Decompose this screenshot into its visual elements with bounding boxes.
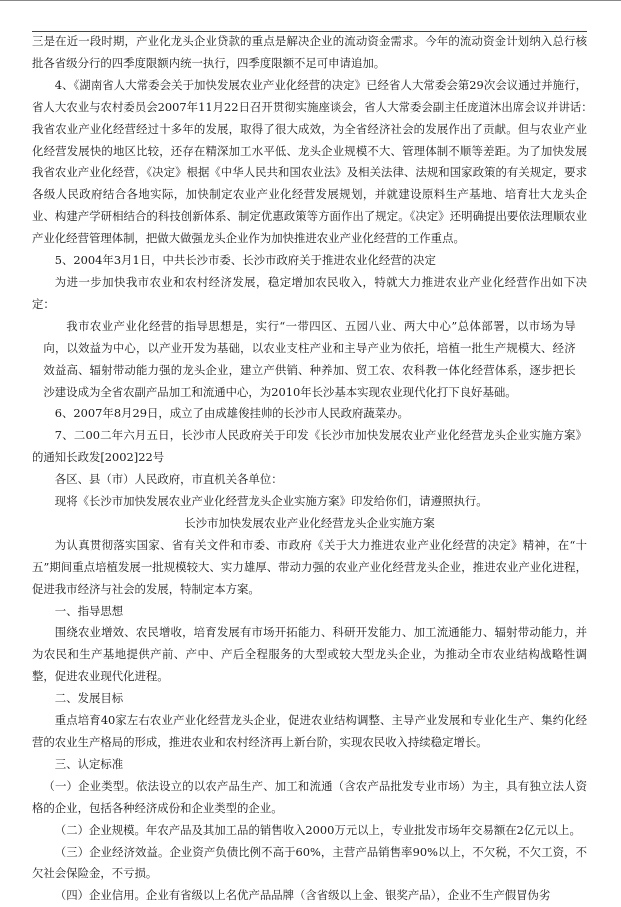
heading-guiding-ideology: 一、指导思想 xyxy=(54,603,124,618)
paragraph-issuance: 现将《长沙市加快发展农业产业化经营龙头企业实施方案》印发给你们，请遵照执行。 xyxy=(54,494,488,509)
paragraph-enterprise-scale: （二）企业规模。年农产品及其加工品的销售收入2000万元以上，专业批发市场年交易额在2亿元以上。 xyxy=(54,822,581,837)
section-title: 长沙市加快发展农业产业化经营龙头企业实施方案 xyxy=(184,515,435,530)
paragraph-guiding-ideology: 围绕农业增效、农民增收，培育发展有市场开拓能力、科研开发能力、加工流通能力、辐射带动能力，并为农民和生产基地提供产前、产中、产后全程服务的大型或较大型龙头企业，为推动全市农业结构战略性调整，促进农业现代化进程。 xyxy=(32,625,587,684)
paragraph-enterprise-credit: （四）企业信用。企业有省级以上名优产品品牌（含省级以上金、银奖产品），企业不生产假冒伪劣 xyxy=(54,888,551,903)
paragraph-economic-benefit: （三）企业经济效益。企业资产负债比例不高于60%，主营产品销售率90%以上，不欠税，不欠工资，不欠社会保险金，不亏损。 xyxy=(32,844,587,881)
paragraph-changsha-2004-heading: 5、2004年3月1日，中共长沙市委、长沙市政府关于推进农业化经营的决定 xyxy=(54,253,436,268)
paragraph-loan-focus: 三是在近一段时期，产业化龙头企业贷款的重点是解决企业的流动资金需求。今年的流动资金计划纳入总行核批各省级分行的四季度限额内统一执行，四季度限额不足可申请追加。 xyxy=(32,34,587,70)
paragraph-guiding-principle: 我市农业产业化经营的指导思想是，实行“一带四区、五园八业、两大中心”总体部署，以市场为导向，以效益为中心，以产业开发为基础，以农业支柱产业和主导产业为依托，培植一批生产规模大、经济效益高、辐射带动能力强的龙头企业，建立产供销、种养加、贸工农、农科教一体化经营体系，逐步把长沙建设成为全省农副产品加工和流通中心，为2010年长沙基本实现农业现代化打下良好基础。 xyxy=(43,318,576,399)
heading-development-goal: 二、发展目标 xyxy=(54,691,124,706)
heading-criteria: 三、认定标准 xyxy=(54,756,124,771)
paragraph-plan-purpose: 为认真贯彻落实国家、省有关文件和市委、市政府《关于大力推进农业产业化经营的决定》精神，在“十五”期间重点培植发展一批规模较大、实力雄厚、带动力强的农业产业化经营龙头企业，推进农业产业化进程，促进我市经济与社会的发展，特制定本方案。 xyxy=(32,537,587,596)
paragraph-vegetable-office: 6、2007年8月29日，成立了由成雄俊挂帅的长沙市人民政府蔬菜办。 xyxy=(54,406,409,421)
paragraph-hunan-decision: 4、《湖南省人大常委会关于加快发展农业产业化经营的决定》已经省人大常委会第29次会议通过并施行，省人大农业与农村委员会2007年11月22日召开贯彻实施座谈会，省人大常委会副主任庞道沐出席会议并讲话： 我省农业产业化经营经过十多年的发展，取得了很大成效，为全省经济社会的发展作出了贡献。但与农业产业化经营发展快的地区比较，还存在精深加工水平低、龙头企业规模不大、管理体制不顺等差距。为了加快发展我省农业产业化经营，《决定》根据《中华人民共和国农业法》及相关法律、法规和国家政策的有关规定，要求各级人民政府结合各地实际，加快制定农业产业化经营发展规划，并就建设原料生产基地、培育壮大龙头企业、构建产学研相结合的科技创新体系、制定优惠政策等方面作出了规定。《决定》还明确提出要依法理顺农业产业化经营管理体制，把做大做强龙头企业作为加快推进农业产业化经营的工作重点。 xyxy=(32,77,599,246)
paragraph-enterprise-type: （一）企业类型。依法设立的以农产品生产、加工和流通（含农产品批发专业市场）为主，具有独立法人资格的企业，包括各种经济成份和企业类型的企业。 xyxy=(32,778,587,815)
paragraph-changsha-2004-intro: 为进一步加快我市农业和农村经济发展，稳定增加农民收入，特就大力推进农业产业化经营作出如下决定： xyxy=(32,274,587,311)
header-rule xyxy=(32,31,587,32)
paragraph-addressees: 各区、县（市）人民政府，市直机关各单位： xyxy=(54,472,283,487)
paragraph-notice-2002: 7、二00二年六月五日，长沙市人民政府关于印发《长沙市加快发展农业产业化经营龙头企业实施方案》的通知长政发[2002]22号 xyxy=(32,428,587,465)
paragraph-development-goal: 重点培育40家左右农业产业化经营龙头企业，促进农业结构调整、主导产业发展和专业化生产、集约化经营的农业生产格局的形成，推进农业和农村经济再上新台阶，实现农民收入持续稳定增长。 xyxy=(32,713,587,749)
